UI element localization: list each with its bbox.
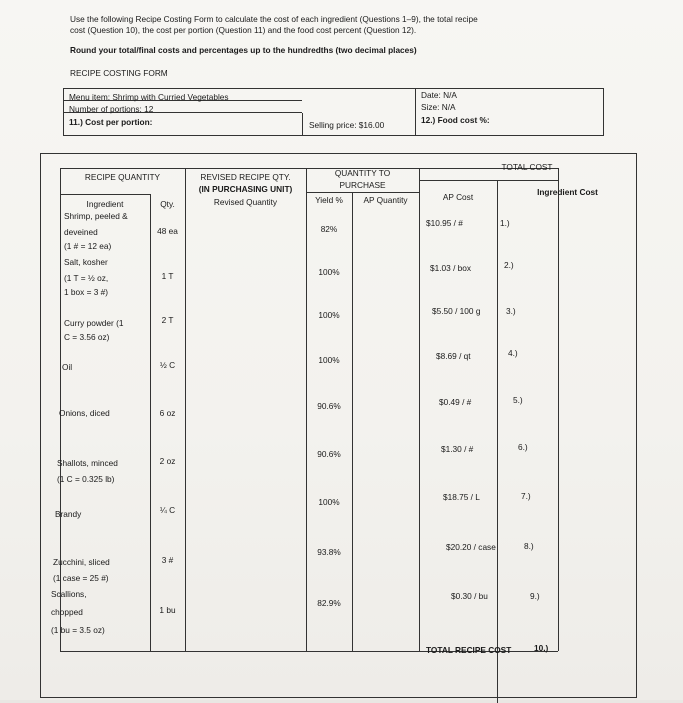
question-label: 6.) [518, 442, 528, 452]
date: Date: N/A [421, 90, 457, 100]
ingredient-qty: 2 T [161, 315, 174, 325]
recipe-header-box [63, 88, 604, 136]
yield-header: Yield % [315, 195, 343, 205]
question-label: 7.) [521, 491, 531, 501]
recipe-costing-table [40, 153, 637, 698]
total-recipe-cost-label: TOTAL RECIPE COST [426, 645, 512, 655]
ap-cost: $5.50 / 100 g [432, 306, 481, 316]
yield-percent: 82% [320, 224, 338, 234]
column-line [185, 168, 186, 651]
ingredient-qty: ¼ C [159, 505, 176, 515]
ap-cost: $0.49 / # [439, 397, 472, 407]
ingredient-name-line: C = 3.56 oz) [64, 332, 110, 342]
ingredient-qty: 2 oz [159, 456, 176, 466]
yield-percent: 100% [318, 267, 340, 277]
ingredient-qty: 6 oz [159, 408, 176, 418]
form-title: RECIPE COSTING FORM [70, 68, 168, 78]
question-label: 5.) [513, 395, 523, 405]
ap-cost-header: AP Cost [442, 192, 474, 202]
intro-line-2: cost (Question 10), the cost per portion (Question 11) and the food cost percent (Question 12). [70, 25, 417, 35]
ap-cost: $1.30 / # [441, 444, 474, 454]
yield-percent: 100% [318, 355, 340, 365]
recipe-quantity-header: RECIPE QUANTITY [84, 172, 161, 182]
ingredient-name-line: Scallions, [51, 589, 87, 599]
ingredient-header: Ingredient [86, 199, 124, 209]
question-label: 3.) [506, 306, 516, 316]
ingredient-qty: 48 ea [157, 226, 178, 236]
purchase-header: PURCHASE [339, 180, 386, 190]
quantity-to-purchase-header: QUANTITY TO [334, 168, 391, 178]
ingredient-name-line: Zucchini, sliced [53, 557, 110, 567]
question-label: 2.) [504, 260, 514, 270]
ingredient-qty: 1 T [161, 271, 174, 281]
revised-quantity-header: Revised Quantity [213, 197, 278, 207]
yield-percent: 90.6% [317, 449, 341, 459]
ap-cost: $8.69 / qt [436, 351, 471, 361]
yield-percent: 93.8% [317, 547, 341, 557]
ingredient-cost-header: Ingredient Cost [537, 187, 598, 197]
ingredient-name-line: (1 case = 25 #) [53, 573, 109, 583]
yield-percent: 82.9% [317, 598, 341, 608]
ingredient-name-line: Salt, kosher [64, 257, 108, 267]
question-label: 8.) [524, 541, 534, 551]
yield-percent: 90.6% [317, 401, 341, 411]
total-recipe-cost-question: 10.) [534, 643, 549, 653]
column-line [558, 168, 559, 651]
header-divider [302, 113, 303, 135]
ap-quantity-header: AP Quantity [363, 195, 408, 205]
qty-header: Qty. [160, 199, 175, 209]
food-cost-percent: 12.) Food cost %: [421, 115, 490, 125]
purchasing-unit-header: (IN PURCHASING UNIT) [198, 184, 293, 194]
ingredient-name-line: (1 bu = 3.5 oz) [51, 625, 105, 635]
ingredient-name-line: Shallots, minced [57, 458, 118, 468]
ingredient-name-line: chopped [51, 607, 83, 617]
yield-percent: 100% [318, 310, 340, 320]
menu-item: Menu item: Shrimp with Curried Vegetables [69, 92, 229, 102]
number-of-portions: Number of portions: 12 [69, 104, 154, 114]
ap-cost: $0.30 / bu [451, 591, 488, 601]
column-line [497, 180, 498, 703]
intro-line-1: Use the following Recipe Costing Form to calculate the cost of each ingredient (Questions 1–9), the total recipe [70, 14, 478, 24]
header-divider [415, 89, 416, 135]
ingredient-name-line: (1 C = 0.325 lb) [57, 474, 115, 484]
ingredient-name-line: (1 T = ½ oz, [64, 273, 109, 283]
ap-cost: $18.75 / L [443, 492, 480, 502]
ingredient-name-line: deveined [64, 227, 98, 237]
ingredient-qty: 1 bu [159, 605, 176, 615]
ingredient-qty: 3 # [161, 555, 174, 565]
question-label: 4.) [508, 348, 518, 358]
cost-per-portion: 11.) Cost per portion: [69, 117, 153, 127]
ingredient-name-line: Shrimp, peeled & [64, 211, 128, 221]
revised-qty-header: REVISED RECIPE QTY. [200, 172, 291, 182]
question-label: 9.) [530, 591, 540, 601]
ingredient-name-line: Curry powder (1 [64, 318, 124, 328]
ingredient-name-line: 1 box = 3 #) [64, 287, 109, 297]
total-cost-header: TOTAL COST [501, 162, 553, 172]
ap-cost: $1.03 / box [430, 263, 472, 273]
ingredient-name-line: (1 # = 12 ea) [64, 241, 112, 251]
ingredient-qty: ½ C [159, 360, 176, 370]
column-line [150, 194, 151, 651]
question-label: 1.) [500, 218, 510, 228]
size: Size: N/A [421, 102, 456, 112]
rounding-instruction: Round your total/final costs and percentages up to the hundredths (two decimal places) [70, 45, 417, 55]
header-line [306, 192, 419, 193]
ap-cost: $10.95 / # [426, 218, 463, 228]
ingredient-name-line: Brandy [55, 509, 82, 519]
ap-cost: $20.20 / case [446, 542, 496, 552]
column-line [352, 192, 353, 651]
header-line [60, 194, 150, 195]
column-line [419, 168, 420, 651]
ingredient-name-line: Onions, diced [59, 408, 110, 418]
selling-price: Selling price: $16.00 [309, 120, 385, 130]
header-line [419, 180, 558, 181]
yield-percent: 100% [318, 497, 340, 507]
ingredient-name-line: Oil [62, 362, 73, 372]
